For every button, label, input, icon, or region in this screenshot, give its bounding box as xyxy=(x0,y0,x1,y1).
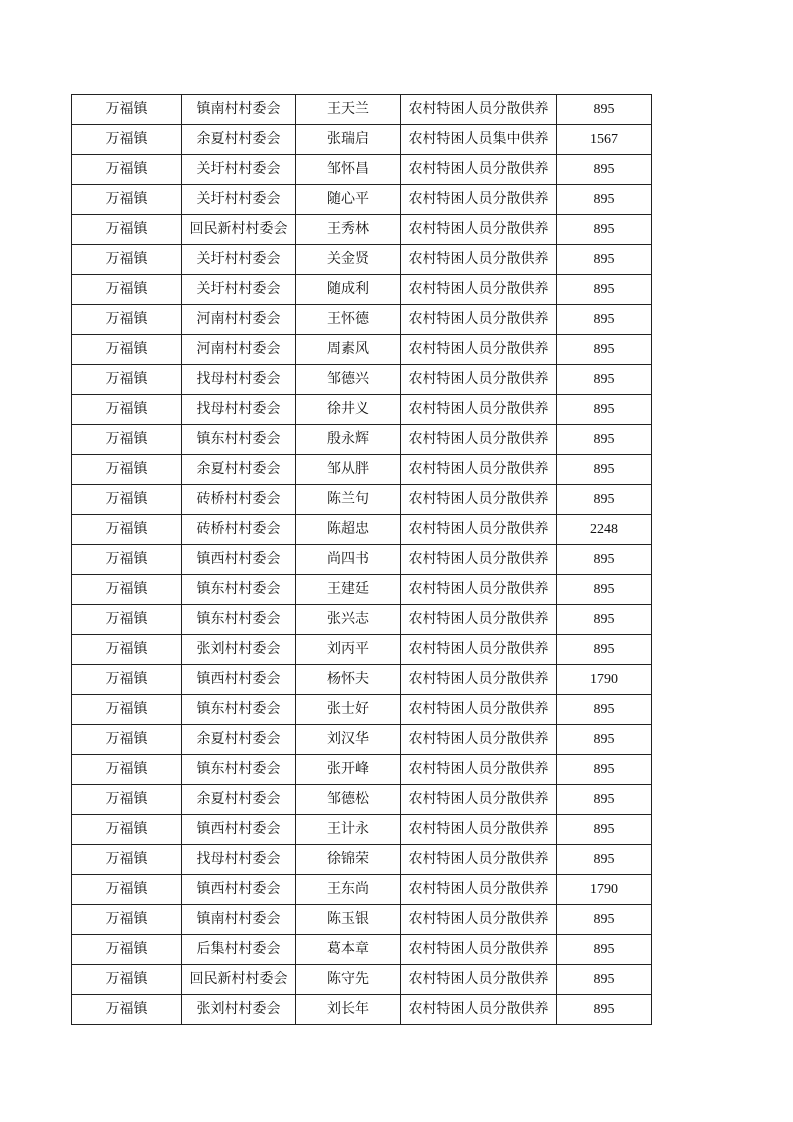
town-cell: 万福镇 xyxy=(72,965,182,995)
village-cell: 找母村村委会 xyxy=(182,365,296,395)
village-cell: 镇西村村委会 xyxy=(182,545,296,575)
table-row xyxy=(72,95,652,125)
amount-cell: 895 xyxy=(557,965,652,995)
table-row xyxy=(72,515,652,545)
town-cell: 万福镇 xyxy=(72,875,182,905)
name-cell: 陈玉银 xyxy=(296,905,401,935)
village-cell: 河南村村委会 xyxy=(182,305,296,335)
table-row xyxy=(72,155,652,185)
category-cell: 农村特困人员分散供养 xyxy=(401,215,557,245)
town-cell: 万福镇 xyxy=(72,755,182,785)
category-cell: 农村特困人员分散供养 xyxy=(401,305,557,335)
table-row xyxy=(72,575,652,605)
name-cell: 张瑞启 xyxy=(296,125,401,155)
amount-cell: 895 xyxy=(557,815,652,845)
category-cell: 农村特困人员分散供养 xyxy=(401,965,557,995)
category-cell: 农村特困人员分散供养 xyxy=(401,425,557,455)
category-cell: 农村特困人员集中供养 xyxy=(401,125,557,155)
village-cell: 关圩村村委会 xyxy=(182,275,296,305)
village-cell: 找母村村委会 xyxy=(182,845,296,875)
amount-cell: 895 xyxy=(557,335,652,365)
table-row xyxy=(72,905,652,935)
village-cell: 回民新村村委会 xyxy=(182,215,296,245)
town-cell: 万福镇 xyxy=(72,425,182,455)
name-cell: 陈兰句 xyxy=(296,485,401,515)
category-cell: 农村特困人员分散供养 xyxy=(401,365,557,395)
category-cell: 农村特困人员分散供养 xyxy=(401,815,557,845)
amount-cell: 895 xyxy=(557,365,652,395)
name-cell: 刘丙平 xyxy=(296,635,401,665)
amount-cell: 895 xyxy=(557,185,652,215)
category-cell: 农村特困人员分散供养 xyxy=(401,545,557,575)
village-cell: 后集村村委会 xyxy=(182,935,296,965)
table-row xyxy=(72,185,652,215)
amount-cell: 895 xyxy=(557,845,652,875)
village-cell: 镇西村村委会 xyxy=(182,815,296,845)
category-cell: 农村特困人员分散供养 xyxy=(401,95,557,125)
village-cell: 镇东村村委会 xyxy=(182,575,296,605)
village-cell: 关圩村村委会 xyxy=(182,155,296,185)
name-cell: 葛本章 xyxy=(296,935,401,965)
amount-cell: 895 xyxy=(557,785,652,815)
town-cell: 万福镇 xyxy=(72,815,182,845)
village-cell: 找母村村委会 xyxy=(182,395,296,425)
name-cell: 王计永 xyxy=(296,815,401,845)
town-cell: 万福镇 xyxy=(72,395,182,425)
table-row xyxy=(72,605,652,635)
category-cell: 农村特困人员分散供养 xyxy=(401,905,557,935)
name-cell: 王怀德 xyxy=(296,305,401,335)
table-row xyxy=(72,875,652,905)
name-cell: 张开峰 xyxy=(296,755,401,785)
name-cell: 刘汉华 xyxy=(296,725,401,755)
town-cell: 万福镇 xyxy=(72,905,182,935)
village-cell: 镇东村村委会 xyxy=(182,755,296,785)
village-cell: 余夏村村委会 xyxy=(182,125,296,155)
table-row xyxy=(72,965,652,995)
village-cell: 镇南村村委会 xyxy=(182,905,296,935)
town-cell: 万福镇 xyxy=(72,215,182,245)
amount-cell: 895 xyxy=(557,545,652,575)
village-cell: 镇东村村委会 xyxy=(182,425,296,455)
amount-cell: 895 xyxy=(557,935,652,965)
town-cell: 万福镇 xyxy=(72,155,182,185)
table-row xyxy=(72,455,652,485)
village-cell: 砖桥村村委会 xyxy=(182,515,296,545)
town-cell: 万福镇 xyxy=(72,695,182,725)
category-cell: 农村特困人员分散供养 xyxy=(401,665,557,695)
name-cell: 随成利 xyxy=(296,275,401,305)
amount-cell: 1790 xyxy=(557,665,652,695)
town-cell: 万福镇 xyxy=(72,185,182,215)
amount-cell: 895 xyxy=(557,485,652,515)
category-cell: 农村特困人员分散供养 xyxy=(401,395,557,425)
table-row xyxy=(72,395,652,425)
table-body xyxy=(72,95,652,1025)
name-cell: 关金贤 xyxy=(296,245,401,275)
village-cell: 镇南村村委会 xyxy=(182,95,296,125)
name-cell: 刘长年 xyxy=(296,995,401,1025)
amount-cell: 895 xyxy=(557,725,652,755)
category-cell: 农村特困人员分散供养 xyxy=(401,485,557,515)
table-row xyxy=(72,335,652,365)
amount-cell: 895 xyxy=(557,275,652,305)
table-row xyxy=(72,365,652,395)
town-cell: 万福镇 xyxy=(72,845,182,875)
town-cell: 万福镇 xyxy=(72,275,182,305)
table-row xyxy=(72,815,652,845)
category-cell: 农村特困人员分散供养 xyxy=(401,605,557,635)
town-cell: 万福镇 xyxy=(72,125,182,155)
table-row xyxy=(72,275,652,305)
category-cell: 农村特困人员分散供养 xyxy=(401,935,557,965)
category-cell: 农村特困人员分散供养 xyxy=(401,785,557,815)
name-cell: 杨怀夫 xyxy=(296,665,401,695)
category-cell: 农村特困人员分散供养 xyxy=(401,695,557,725)
amount-cell: 895 xyxy=(557,215,652,245)
table-row xyxy=(72,785,652,815)
name-cell: 陈超忠 xyxy=(296,515,401,545)
name-cell: 王东尚 xyxy=(296,875,401,905)
town-cell: 万福镇 xyxy=(72,95,182,125)
town-cell: 万福镇 xyxy=(72,455,182,485)
category-cell: 农村特困人员分散供养 xyxy=(401,185,557,215)
name-cell: 张兴志 xyxy=(296,605,401,635)
name-cell: 王天兰 xyxy=(296,95,401,125)
town-cell: 万福镇 xyxy=(72,725,182,755)
town-cell: 万福镇 xyxy=(72,575,182,605)
category-cell: 农村特困人员分散供养 xyxy=(401,845,557,875)
amount-cell: 895 xyxy=(557,635,652,665)
table-row xyxy=(72,995,652,1025)
name-cell: 邹德兴 xyxy=(296,365,401,395)
category-cell: 农村特困人员分散供养 xyxy=(401,575,557,605)
table-row xyxy=(72,635,652,665)
category-cell: 农村特困人员分散供养 xyxy=(401,725,557,755)
amount-cell: 895 xyxy=(557,155,652,185)
table-row xyxy=(72,485,652,515)
town-cell: 万福镇 xyxy=(72,605,182,635)
village-cell: 余夏村村委会 xyxy=(182,785,296,815)
village-cell: 关圩村村委会 xyxy=(182,185,296,215)
name-cell: 邹怀昌 xyxy=(296,155,401,185)
name-cell: 徐锦荣 xyxy=(296,845,401,875)
table-row xyxy=(72,695,652,725)
name-cell: 殷永辉 xyxy=(296,425,401,455)
category-cell: 农村特困人员分散供养 xyxy=(401,995,557,1025)
town-cell: 万福镇 xyxy=(72,485,182,515)
category-cell: 农村特困人员分散供养 xyxy=(401,515,557,545)
category-cell: 农村特困人员分散供养 xyxy=(401,275,557,305)
amount-cell: 1567 xyxy=(557,125,652,155)
village-cell: 张刘村村委会 xyxy=(182,635,296,665)
table-row xyxy=(72,125,652,155)
table-row xyxy=(72,755,652,785)
category-cell: 农村特困人员分散供养 xyxy=(401,755,557,785)
village-cell: 回民新村村委会 xyxy=(182,965,296,995)
name-cell: 邹从胖 xyxy=(296,455,401,485)
category-cell: 农村特困人员分散供养 xyxy=(401,875,557,905)
amount-cell: 2248 xyxy=(557,515,652,545)
name-cell: 尚四书 xyxy=(296,545,401,575)
name-cell: 张士好 xyxy=(296,695,401,725)
town-cell: 万福镇 xyxy=(72,665,182,695)
village-cell: 镇东村村委会 xyxy=(182,605,296,635)
table-row xyxy=(72,845,652,875)
table-row xyxy=(72,425,652,455)
village-cell: 关圩村村委会 xyxy=(182,245,296,275)
amount-cell: 895 xyxy=(557,305,652,335)
amount-cell: 895 xyxy=(557,95,652,125)
town-cell: 万福镇 xyxy=(72,635,182,665)
village-cell: 河南村村委会 xyxy=(182,335,296,365)
name-cell: 周素风 xyxy=(296,335,401,365)
table-row xyxy=(72,665,652,695)
category-cell: 农村特困人员分散供养 xyxy=(401,155,557,185)
village-cell: 镇西村村委会 xyxy=(182,875,296,905)
town-cell: 万福镇 xyxy=(72,305,182,335)
name-cell: 徐井义 xyxy=(296,395,401,425)
name-cell: 随心平 xyxy=(296,185,401,215)
village-cell: 砖桥村村委会 xyxy=(182,485,296,515)
amount-cell: 895 xyxy=(557,395,652,425)
town-cell: 万福镇 xyxy=(72,515,182,545)
name-cell: 邹德松 xyxy=(296,785,401,815)
town-cell: 万福镇 xyxy=(72,935,182,965)
category-cell: 农村特困人员分散供养 xyxy=(401,335,557,365)
category-cell: 农村特困人员分散供养 xyxy=(401,455,557,485)
table-row xyxy=(72,935,652,965)
amount-cell: 895 xyxy=(557,755,652,785)
recipient-table xyxy=(71,94,652,1025)
table-row xyxy=(72,245,652,275)
amount-cell: 895 xyxy=(557,455,652,485)
table-row xyxy=(72,305,652,335)
name-cell: 王建廷 xyxy=(296,575,401,605)
town-cell: 万福镇 xyxy=(72,785,182,815)
village-cell: 余夏村村委会 xyxy=(182,455,296,485)
village-cell: 镇西村村委会 xyxy=(182,665,296,695)
village-cell: 余夏村村委会 xyxy=(182,725,296,755)
name-cell: 陈守先 xyxy=(296,965,401,995)
town-cell: 万福镇 xyxy=(72,365,182,395)
category-cell: 农村特困人员分散供养 xyxy=(401,245,557,275)
amount-cell: 895 xyxy=(557,995,652,1025)
amount-cell: 895 xyxy=(557,905,652,935)
village-cell: 张刘村村委会 xyxy=(182,995,296,1025)
town-cell: 万福镇 xyxy=(72,335,182,365)
category-cell: 农村特困人员分散供养 xyxy=(401,635,557,665)
table-row xyxy=(72,545,652,575)
amount-cell: 895 xyxy=(557,425,652,455)
amount-cell: 895 xyxy=(557,245,652,275)
amount-cell: 895 xyxy=(557,575,652,605)
amount-cell: 895 xyxy=(557,605,652,635)
town-cell: 万福镇 xyxy=(72,995,182,1025)
town-cell: 万福镇 xyxy=(72,245,182,275)
amount-cell: 1790 xyxy=(557,875,652,905)
amount-cell: 895 xyxy=(557,695,652,725)
name-cell: 王秀林 xyxy=(296,215,401,245)
table-row xyxy=(72,215,652,245)
village-cell: 镇东村村委会 xyxy=(182,695,296,725)
table-row xyxy=(72,725,652,755)
town-cell: 万福镇 xyxy=(72,545,182,575)
